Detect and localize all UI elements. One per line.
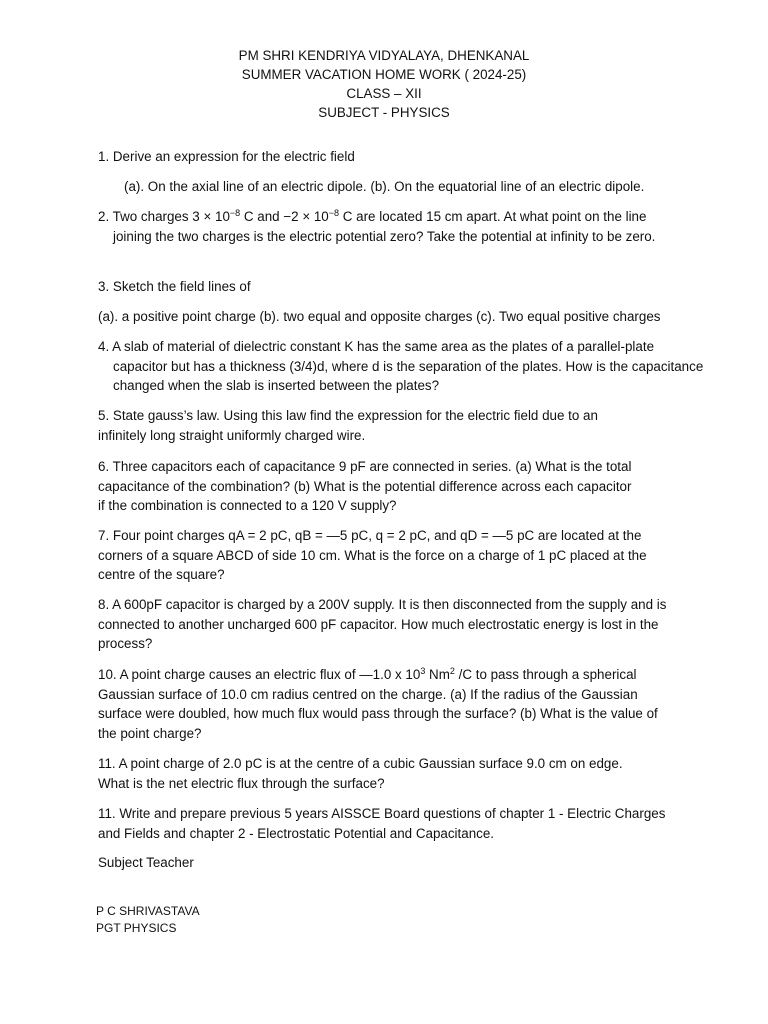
class-label: CLASS – XII [346, 86, 422, 101]
teacher-signature-block [96, 903, 200, 937]
exponent: −8 [328, 208, 340, 218]
question-2-text-b: C and −2 × 10 [240, 209, 329, 224]
question-6 [98, 457, 688, 516]
question-3-parts: (a). a positive point charge (b). two equal and opposite charges (c). Two equal positive charges [98, 309, 661, 324]
subject-teacher-label: Subject Teacher [98, 855, 194, 870]
question-10 [98, 665, 668, 743]
question-7: 7. Four point charges qA = 2 pC, qB = —5 pC, q = 2 pC, and qD = —5 pC are located at the corners of a square ABCD of side 10 cm. What is the force on a charge of 1 pC placed at the centre of the square? [98, 528, 647, 582]
question-11: 11. A point charge of 2.0 pC is at the centre of a cubic Gaussian surface 9.0 cm on edge. What is the net electric flux through the surface? [98, 756, 623, 791]
question-6-line-3: if the combination is connected to a 120 V supply? [98, 498, 397, 513]
exponent: −8 [229, 208, 241, 218]
question-10-text-b: Nm [425, 667, 450, 682]
exponent: 3 [420, 666, 426, 676]
question-2 [98, 207, 683, 246]
question-5: 5. State gauss’s law. Using this law find the expression for the electric field due to an infinitely long straight uniformly charged wire. [98, 408, 598, 443]
question-6-line-2: capacitance of the combination? (b) What is the potential difference across each capacitor [98, 478, 632, 494]
question-1-parts: (a). On the axial line of an electric dipole. (b). On the equatorial line of an electric dipole. [124, 179, 645, 194]
question-8: 8. A 600pF capacitor is charged by a 200V supply. It is then disconnected from the supply and is connected to another uncharged 600 pF capacitor. How much electrostatic energy is lost in the process? [98, 597, 667, 651]
subject-label: SUBJECT - PHYSICS [318, 105, 450, 120]
question-1: 1. Derive an expression for the electric field [98, 149, 355, 164]
teacher-designation: PGT PHYSICS [96, 921, 177, 935]
question-3: 3. Sketch the field lines of [98, 279, 251, 294]
exponent: 2 [449, 666, 455, 676]
teacher-name: P C SHRIVASTAVA [96, 904, 200, 918]
question-10-text-c: /C to pass through a spherical Gaussian surface of 10.0 cm radius centred on the charge. (a) If the radius of the Gaussian surface were doubled, how much flux would pass through the surface? (b) What is the value of the point charge? [98, 667, 658, 741]
question-2-text-c: C are located 15 cm apart. At what point on the line joining the two charges is the electric potential zero? Take the potential at infinity to be zero. [113, 209, 656, 244]
school-name: PM SHRI KENDRIYA VIDYALAYA, DHENKANAL [238, 48, 530, 63]
question-11b: 11. Write and prepare previous 5 years AISSCE Board questions of chapter 1 - Electric Charges and Fields and chapter 2 - Electrostatic Potential and Capacitance. [98, 806, 666, 841]
question-6-line-1: 6. Three capacitors each of capacitance 9 pF are connected in series. (a) What is the total [98, 459, 632, 474]
document-header [0, 46, 768, 122]
question-10-text-a: 10. A point charge causes an electric flux of —1.0 x 10 [98, 667, 421, 682]
document-title: SUMMER VACATION HOME WORK ( 2024-25) [241, 67, 527, 82]
question-4: 4. A slab of material of dielectric constant K has the same area as the plates of a parallel-plate capacitor but has a thickness (3/4)d, where d is the separation of the plates. How is the capacitance changed when the slab is inserted between the plates? [98, 339, 704, 393]
question-2-text-a: 2. Two charges 3 × 10 [98, 209, 230, 224]
